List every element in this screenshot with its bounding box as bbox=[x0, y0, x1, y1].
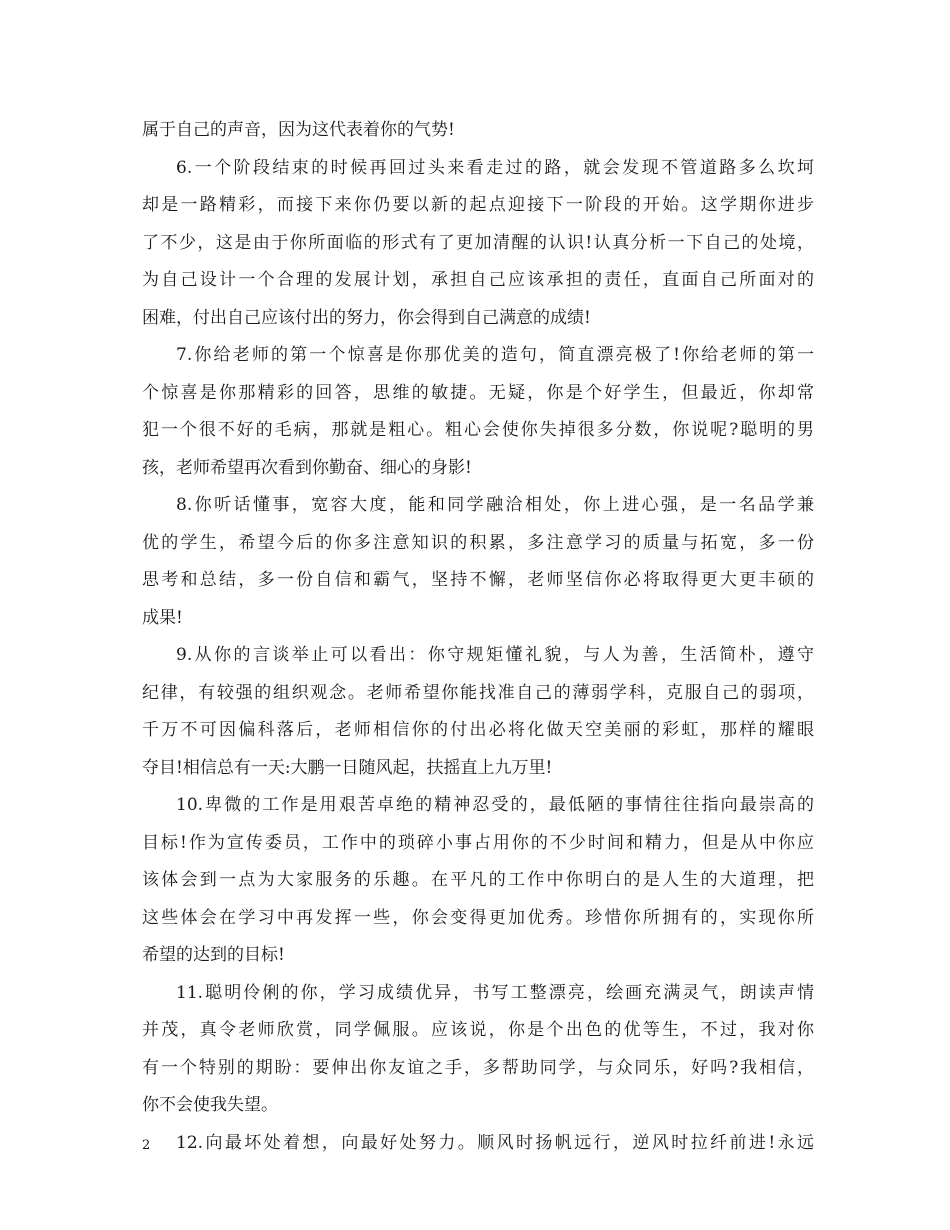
paragraph-11-first-line: 11.聪明伶俐的你，学习成绩优异，书写工整漂亮，绘画充满灵气，朗读声情 bbox=[176, 982, 814, 1003]
text-line: 这些体会在学习中再发挥一些，你会变得更加优秀。珍惜你所拥有的，实现你所 bbox=[142, 907, 814, 928]
paragraph-12-first-line: 12.向最坏处着想，向最好处努力。顺风时扬帆远行，逆风时拉纤前进!永远 bbox=[176, 1132, 814, 1153]
text-line: 千万不可因偏科落后，老师相信你的付出必将化做天空美丽的彩虹，那样的耀眼 bbox=[142, 720, 814, 740]
text-line: 有一个特别的期盼：要伸出你友谊之手，多帮助同学，与众同乐，好吗?我相信， bbox=[142, 1057, 814, 1078]
page-number: 2 bbox=[142, 1138, 151, 1153]
text-line: 犯一个很不好的毛病，那就是粗心。粗心会使你失掉很多分数，你说呢?聪明的男 bbox=[142, 420, 814, 440]
paragraph-9-first-line: 9.从你的言谈举止可以看出：你守规矩懂礼貌，与人为善，生活简朴，遵守 bbox=[176, 645, 814, 665]
text-line: 该体会到一点为大家服务的乐趣。在平凡的工作中你明白的是人生的大道理，把 bbox=[142, 870, 814, 890]
text-line: 属于自己的声音，因为这代表着你的气势! bbox=[142, 120, 455, 140]
text-line: 却是一路精彩，而接下来你仍要以新的起点迎接下一阶段的开始。这学期你进步 bbox=[142, 195, 814, 215]
text-line: 希望的达到的目标! bbox=[142, 945, 285, 965]
paragraph-10-first-line: 10.卑微的工作是用艰苦卓绝的精神忍受的，最低陋的事情往往指向最崇高的 bbox=[176, 795, 814, 815]
text-line: 孩，老师希望再次看到你勤奋、细心的身影! bbox=[142, 457, 472, 478]
text-line: 优的学生，希望今后的你多注意知识的积累，多注意学习的质量与拓宽，多一份 bbox=[142, 532, 814, 553]
paragraph-8-first-line: 8.你听话懂事，宽容大度，能和同学融洽相处，你上进心强，是一名品学兼 bbox=[176, 495, 814, 515]
body-text bbox=[142, 112, 814, 1162]
paragraph-6-first-line: 6.一个阶段结束的时候再回过头来看走过的路，就会发现不管道路多么坎坷 bbox=[176, 157, 814, 178]
text-line: 目标!作为宣传委员，工作中的琐碎小事占用你的不少时间和精力，但是从中你应 bbox=[142, 832, 814, 853]
text-line: 了不少，这是由于你所面临的形式有了更加清醒的认识!认真分析一下自己的处境， bbox=[142, 232, 814, 253]
text-line: 成果! bbox=[142, 607, 183, 628]
text-line: 为自己设计一个合理的发展计划，承担自己应该承担的责任，直面自己所面对的 bbox=[142, 270, 814, 290]
text-line: 你不会使我失望。 bbox=[142, 1095, 278, 1115]
text-line: 纪律，有较强的组织观念。老师希望你能找准自己的薄弱学科，克服自己的弱项， bbox=[142, 682, 814, 703]
paragraph-7-first-line: 7.你给老师的第一个惊喜是你那优美的造句，简直漂亮极了!你给老师的第一 bbox=[176, 345, 814, 365]
text-line: 困难，付出自己应该付出的努力，你会得到自己满意的成绩! bbox=[142, 307, 591, 328]
text-line: 思考和总结，多一份自信和霸气，坚持不懈，老师坚信你必将取得更大更丰硕的 bbox=[142, 570, 814, 590]
text-line: 并茂，真令老师欣赏，同学佩服。应该说，你是个出色的优等生，不过，我对你 bbox=[142, 1020, 814, 1040]
text-line: 个惊喜是你那精彩的回答，思维的敏捷。无疑，你是个好学生，但最近，你却常 bbox=[142, 382, 814, 403]
text-line: 夺目!相信总有一天:大鹏一日随风起，扶摇直上九万里! bbox=[142, 757, 553, 778]
